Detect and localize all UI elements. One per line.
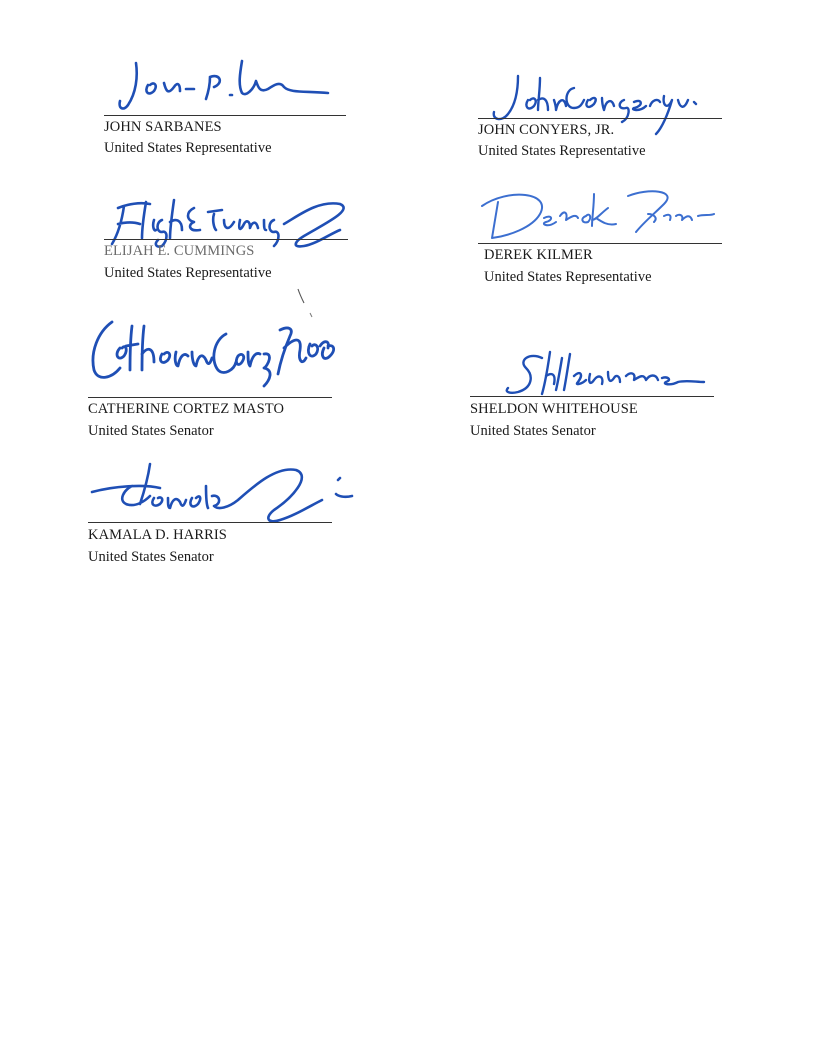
signatory-title: United States Representative [478, 143, 646, 159]
handwritten-signature-sarbanes [114, 55, 334, 115]
signature-block-whitehouse [470, 346, 720, 446]
handwritten-signature-kilmer [478, 180, 728, 250]
signature-line [88, 522, 332, 523]
signatory-title: United States Representative [104, 140, 272, 156]
signature-line [104, 239, 348, 240]
signatory-name: JOHN SARBANES [104, 119, 222, 135]
signature-block-cortez-masto [88, 308, 338, 438]
signature-line [88, 397, 332, 398]
signatory-title: United States Senator [88, 423, 214, 439]
signatory-name: ELIJAH E. CUMMINGS [104, 243, 255, 259]
signature-line [470, 396, 714, 397]
signature-line [478, 118, 722, 119]
signature-block-conyers [478, 70, 728, 180]
signature-line [104, 115, 346, 116]
signature-block-cummings [104, 190, 354, 300]
signature-block-kilmer [478, 180, 728, 290]
signatory-title: United States Senator [470, 423, 596, 439]
signature-line [478, 243, 722, 244]
signatory-title: United States Senator [88, 549, 214, 565]
signatory-name: CATHERINE CORTEZ MASTO [88, 401, 285, 417]
signature-block-harris [88, 456, 338, 576]
signatory-name: KAMALA D. HARRIS [88, 527, 227, 543]
signatory-name: SHELDON WHITEHOUSE [470, 401, 638, 417]
signatory-name: DEREK KILMER [484, 247, 593, 263]
signature-block-sarbanes [104, 55, 354, 165]
signatory-name: JOHN CONYERS, JR. [478, 122, 615, 138]
handwritten-signature-whitehouse [490, 346, 710, 402]
signatory-title: United States Representative [484, 269, 652, 285]
handwritten-signature-cortez-masto [88, 308, 338, 394]
signatory-title: United States Representative [104, 265, 272, 281]
